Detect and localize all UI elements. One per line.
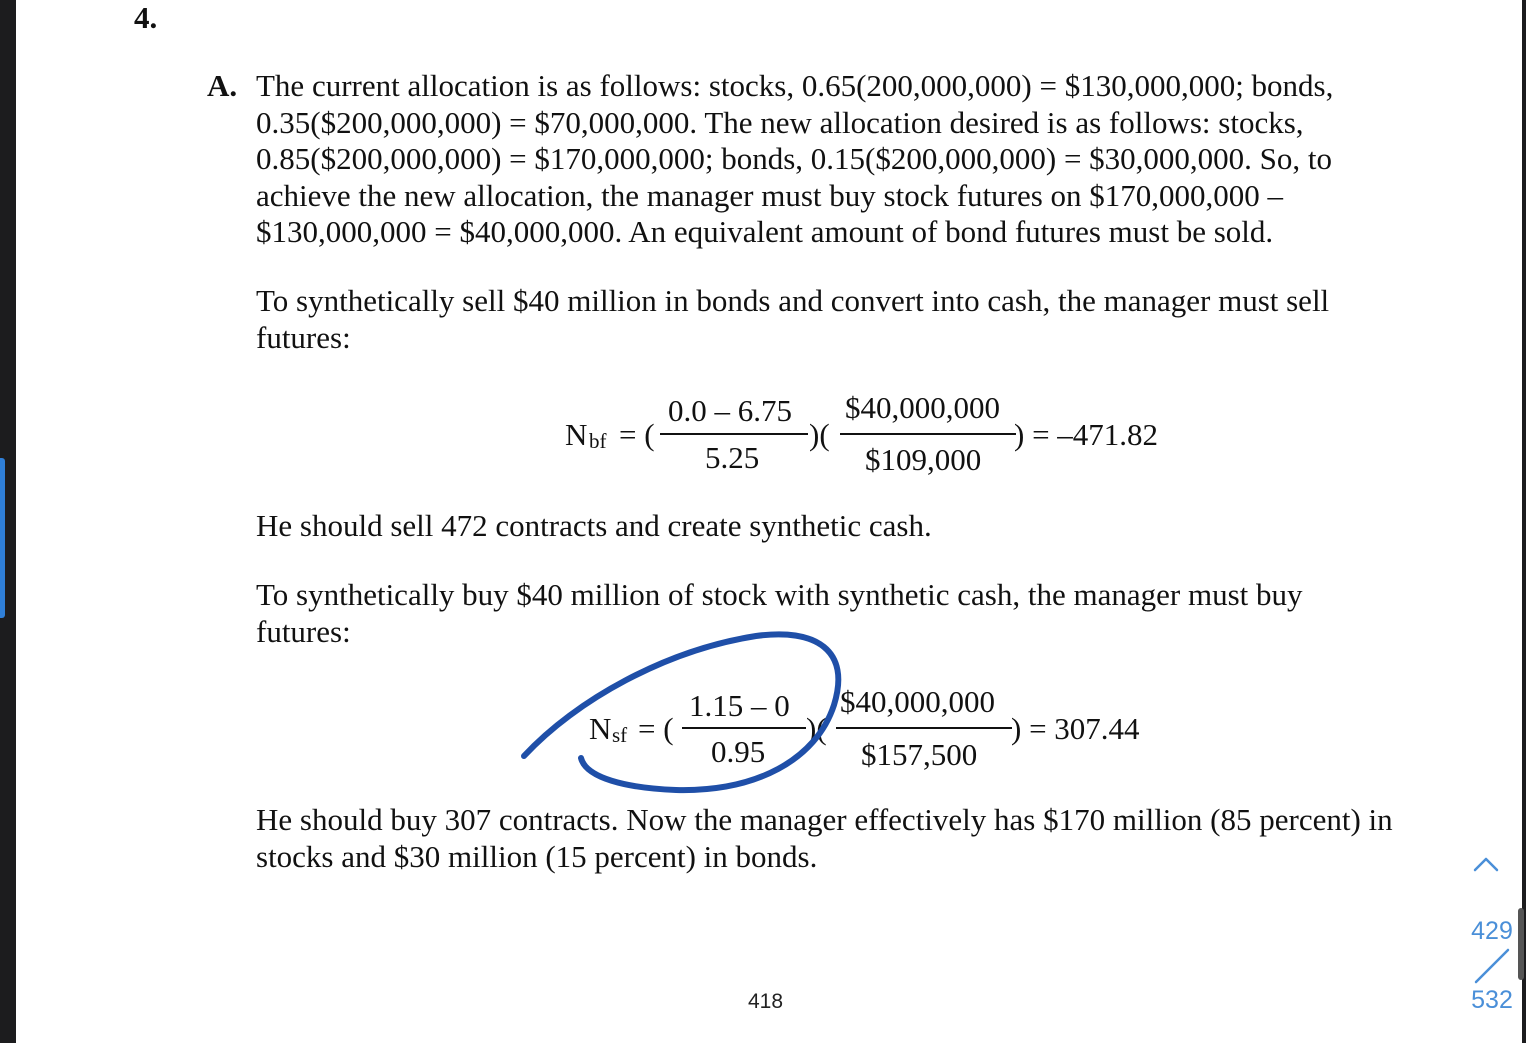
text-line: He should buy 307 contracts. Now the manager effectively has $170 million (85 percent) in [256, 802, 1393, 837]
text-line: stocks and $30 million (15 percent) in bonds. [256, 838, 818, 874]
text-line: He should sell 472 contracts and create synthetic cash. [256, 508, 932, 543]
eq-frac2-numerator: $40,000,000 [845, 390, 1000, 425]
eq-frac1-denominator: 0.95 [711, 734, 766, 769]
eq-frac1-numerator: 1.15 – 0 [689, 688, 790, 723]
text-line: To synthetically buy $40 million of stock with synthetic cash, the manager must buy [256, 577, 1303, 612]
eq-frac1-bar [660, 433, 808, 435]
question-number: 4. [134, 0, 158, 35]
eq-frac2-numerator: $40,000,000 [840, 684, 995, 719]
left-panel-handle[interactable] [0, 458, 5, 618]
page-footer-number: 418 [748, 990, 784, 1013]
text-line: achieve the new allocation, the manager must buy stock futures on $170,000,000 – [256, 177, 1284, 213]
eq-frac2-denominator: $157,500 [861, 737, 978, 772]
paragraph-buy-stock [256, 577, 1476, 650]
eq-lhs-subscript: bf [589, 429, 607, 453]
eq-lhs-subscript: sf [612, 723, 628, 747]
eq-equals-open: = ( [619, 417, 655, 452]
total-pages-number: 532 [1471, 986, 1513, 1014]
part-letter: A. [207, 68, 238, 103]
eq-lhs: N [565, 417, 588, 452]
eq-frac2-denominator: $109,000 [865, 442, 982, 477]
eq-frac1-denominator: 5.25 [705, 440, 760, 475]
eq-frac1-numerator: 0.0 – 6.75 [668, 393, 792, 428]
text-line: 0.35($200,000,000) = $70,000,000. The new allocation desired is as follows: stocks, [256, 104, 1304, 140]
page-separator-icon [1470, 946, 1514, 986]
scrollbar-thumb[interactable] [1518, 908, 1524, 980]
paragraph-sell-bonds [256, 283, 1476, 356]
eq-result: ) = –471.82 [1014, 417, 1159, 452]
paragraph-conclusion [256, 802, 1476, 875]
paragraph-sell-contracts [256, 508, 1476, 545]
text-line: To synthetically sell $40 million in bonds and convert into cash, the manager must sell [256, 283, 1330, 318]
text-line: futures: [256, 613, 351, 649]
eq-mid-parens: )( [809, 417, 830, 452]
paragraph-allocation [256, 68, 1476, 251]
chevron-up-icon[interactable] [1472, 850, 1500, 878]
eq-frac2-bar [836, 727, 1012, 729]
eq-frac1-bar [682, 727, 806, 729]
text-line: The current allocation is as follows: stocks, 0.65(200,000,000) = $130,000,000; bonds, [256, 68, 1334, 103]
ink-circle-stroke [524, 634, 838, 790]
eq-lhs: N [589, 711, 612, 746]
eq-mid-parens: )( [806, 711, 827, 746]
eq-equals-open: = ( [638, 711, 674, 746]
eq-frac2-bar [840, 433, 1016, 435]
current-page-number[interactable]: 429 [1471, 917, 1513, 945]
document-page [16, 0, 1522, 1043]
eq-result: ) = 307.44 [1011, 711, 1140, 746]
page-navigation [1426, 0, 1526, 1043]
text-line: futures: [256, 319, 351, 355]
text-line: $130,000,000 = $40,000,000. An equivalent amount of bond futures must be sold. [256, 214, 1274, 250]
text-line: 0.85($200,000,000) = $170,000,000; bonds, 0.15($200,000,000) = $30,000,000. So, to [256, 141, 1333, 177]
